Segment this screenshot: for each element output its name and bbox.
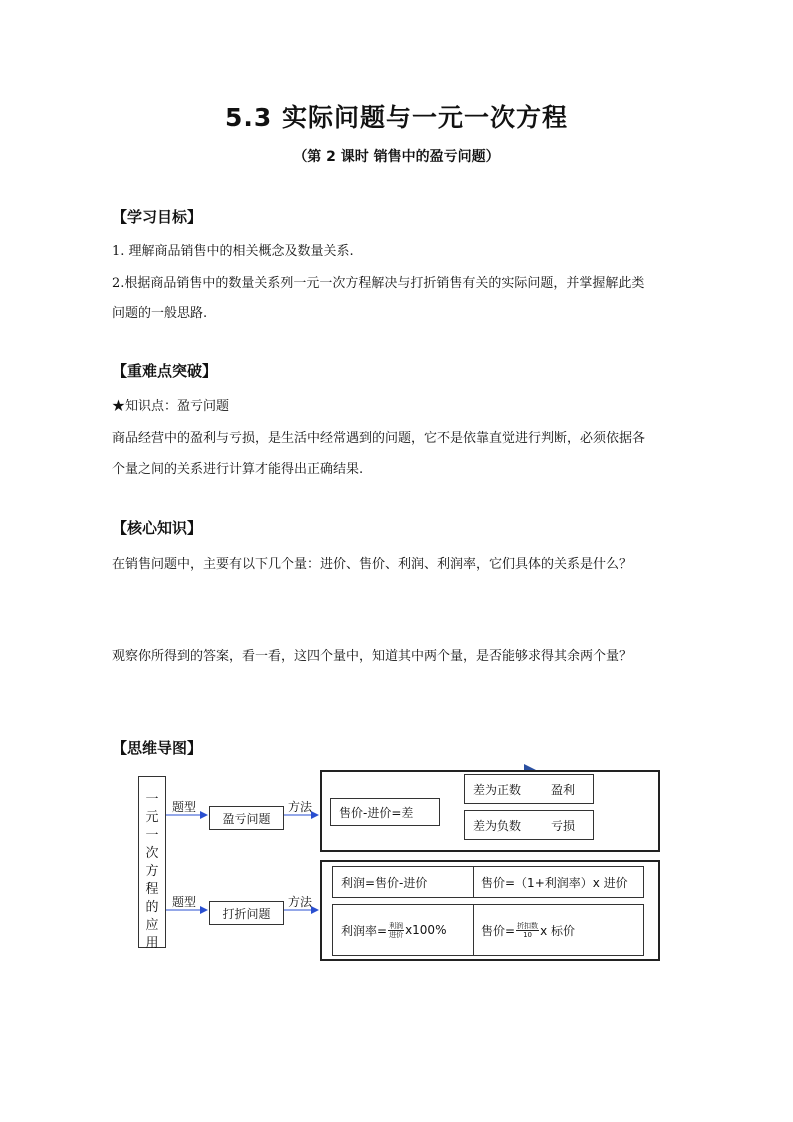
method-label-1: 方法 (288, 800, 313, 814)
goals-heading: 【学习目标】 (112, 208, 203, 226)
mindmap-heading: 【思维导图】 (112, 739, 203, 757)
profit-formula: 利润=售价-进价 (341, 875, 428, 890)
goal-item-2-line2: 问题的一般思路. (112, 306, 208, 321)
method-label-2: 方法 (288, 895, 313, 909)
knowledge-point: ★知识点：盈亏问题 (112, 399, 230, 414)
row1-divider (473, 867, 474, 897)
node-profit-loss (209, 806, 284, 830)
core-question-2: 观察你所得到的答案，看一看，这四个量中，知道其中两个量，是否能够求得其余两个量？ (112, 649, 633, 664)
key-text-line2: 个量之间的关系进行计算才能得出正确结果. (112, 462, 364, 477)
positive-box (464, 774, 594, 804)
type-label-2: 题型 (172, 895, 197, 909)
positive-label: 差为正数 (473, 782, 522, 797)
difference-box (330, 798, 440, 826)
goal-item-2-line1: 2.根据商品销售中的数量关系列一元一次方程解决与打折销售有关的实际问题，并掌握解此类 (112, 276, 645, 291)
profit-rate-fraction: $\frac{\text{利润}}{\text{进价}}$ (389, 921, 404, 939)
page-title: 5.3 实际问题与一元一次方程 (225, 103, 568, 132)
profit-label: 盈利 (551, 782, 576, 797)
node-discount (209, 901, 284, 925)
formula-row-2 (332, 904, 644, 956)
difference-formula: 售价-进价=差 (339, 805, 414, 820)
root-box (138, 776, 166, 951)
profit-rate-formula: 利润率= $\frac{\text{利润}}{\text{进价}}$ x100% (341, 921, 447, 939)
negative-box (464, 810, 594, 840)
core-question-1: 在销售问题中，主要有以下几个量：进价、售价、利润、利润率，它们具体的关系是什么？ (112, 557, 633, 572)
row2-divider (473, 905, 474, 955)
node-discount-label: 打折问题 (222, 906, 271, 921)
formula-row-1 (332, 866, 644, 898)
loss-label: 亏损 (551, 818, 576, 833)
node-profit-loss-label: 盈亏问题 (222, 811, 271, 826)
key-heading: 【重难点突破】 (112, 362, 218, 380)
type-label-1: 题型 (172, 800, 197, 814)
core-heading: 【核心知识】 (112, 519, 203, 537)
price-markup-formula: 售价=（1+利润率）x 进价 (481, 875, 628, 890)
discount-fraction: $\frac{\text{折扣数}}{10}$ (517, 921, 539, 939)
key-text-line1: 商品经营中的盈利与亏损，是生活中经常遇到的问题，它不是依靠直觉进行判断，必须依据各 (112, 431, 646, 446)
discount-price-formula: 售价= $\frac{\text{折扣数}}{10}$ x 标价 (481, 921, 575, 939)
negative-label: 差为负数 (473, 818, 522, 833)
root-label: 一 元 一 次 方 程 的 应 用 (145, 792, 159, 951)
goal-item-1: 1. 理解商品销售中的相关概念及数量关系. (112, 244, 354, 259)
page-subtitle: （第 2 课时 销售中的盈亏问题） (293, 149, 500, 165)
